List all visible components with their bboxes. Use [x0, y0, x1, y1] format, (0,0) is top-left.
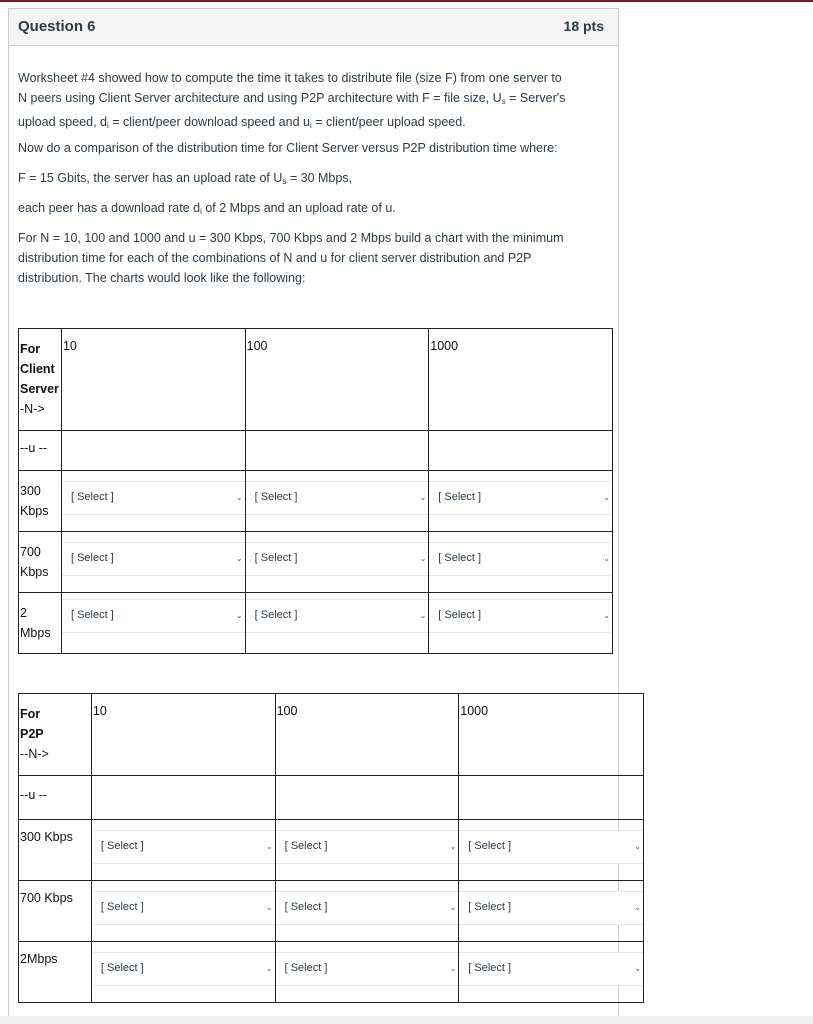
chevron-down-icon: ⌄ [235, 611, 243, 620]
cs-select-700kbps-n100[interactable] [246, 542, 429, 576]
select-text: [ Select ] [284, 962, 328, 974]
p2p-u-label: --u -- [20, 788, 48, 802]
cs-row-label [19, 471, 61, 521]
cs-select-cell [245, 471, 429, 532]
chevron-down-icon: ⌄ [265, 842, 273, 851]
chevron-down-icon: ⌄ [449, 964, 457, 973]
bottom-bar [0, 1016, 813, 1024]
p2p-select-2mbps-n10[interactable] [92, 952, 275, 986]
cs-row-label-cell [19, 471, 62, 532]
cs-row-label-line: Kbps [20, 504, 49, 518]
p2p-select-2mbps-n100[interactable] [276, 952, 459, 986]
p2p-select-700kbps-n1000[interactable] [459, 891, 643, 925]
cs-empty-cell [245, 431, 429, 471]
cs-n-cell [61, 329, 245, 431]
cs-row-label-cell [19, 593, 62, 654]
question-paragraph-2: Now do a comparison of the distribution time for Client Server versus P2P distribution time where: [18, 141, 558, 155]
cs-select-700kbps-n1000[interactable] [429, 542, 612, 576]
p2p-select-cell [91, 942, 275, 1003]
cs-header-line: -N-> [20, 402, 45, 416]
cs-select-cell [61, 471, 245, 532]
cs-header-cell [19, 329, 62, 431]
subscript: i [106, 121, 109, 130]
cs-header-line: For [20, 342, 41, 356]
p3-text: F = 15 Gbits, the server has an upload rate of U [18, 171, 283, 185]
cs-select-2mbps-n10[interactable] [62, 599, 245, 633]
cs-n-value: 10 [62, 339, 77, 353]
cs-n-value: 1000 [430, 339, 459, 353]
select-text: [ Select ] [284, 840, 328, 852]
select-text: [ Select ] [70, 491, 114, 503]
p2p-n-cell [275, 694, 459, 776]
select-text: [ Select ] [438, 552, 482, 564]
p2p-select-2mbps-n1000[interactable] [459, 952, 643, 986]
question-paragraph-5 [18, 228, 608, 288]
chevron-down-icon: ⌄ [419, 554, 427, 563]
cs-row-label [19, 532, 61, 582]
select-text: [ Select ] [100, 962, 144, 974]
chevron-down-icon: ⌄ [634, 842, 641, 851]
cs-row-label-line: 700 [20, 545, 41, 559]
p1-line-a: Worksheet #4 showed how to compute the time it takes to distribute file (size F) from one server to [18, 71, 562, 85]
cs-select-cell [429, 471, 613, 532]
cs-select-cell [429, 532, 613, 593]
cs-row-label-line: 300 [20, 484, 41, 498]
chevron-down-icon: ⌄ [265, 903, 273, 912]
p2p-select-cell [459, 942, 644, 1003]
cs-select-700kbps-n10[interactable] [62, 542, 245, 576]
cs-select-2mbps-n100[interactable] [246, 599, 429, 633]
select-text: [ Select ] [468, 901, 512, 913]
cs-row-label-line: Mbps [20, 626, 51, 640]
chevron-down-icon: ⌄ [603, 493, 610, 502]
p2p-select-700kbps-n10[interactable] [92, 891, 275, 925]
subscript: i [309, 121, 312, 130]
p4-text-end: of 2 Mbps and an upload rate of u. [201, 201, 396, 215]
cs-row-label-line: 2 [20, 606, 27, 620]
p2p-empty-cell [91, 776, 275, 820]
p2p-empty-cell [275, 776, 459, 820]
cs-empty-cell [61, 431, 245, 471]
p2p-header-line: --N-> [20, 747, 49, 761]
p2p-row-label-cell [19, 881, 92, 942]
cs-header-line: Server [20, 382, 59, 396]
p2p-select-cell [459, 881, 644, 942]
p1-line-c-mid: = client/peer download speed and u [108, 115, 310, 129]
cs-row-label-cell [19, 532, 62, 593]
cs-u-label-cell [19, 431, 62, 471]
p2p-header-line: For [20, 707, 41, 721]
select-text: [ Select ] [100, 901, 144, 913]
cs-select-cell [245, 532, 429, 593]
question-paragraph-3 [18, 168, 608, 192]
subscript: s [501, 97, 506, 106]
cs-u-label: --u -- [20, 441, 48, 455]
p2p-select-cell [91, 820, 275, 881]
p2p-select-cell [275, 942, 459, 1003]
p2p-select-cell [275, 881, 459, 942]
cs-n-cell [429, 329, 613, 431]
select-text: [ Select ] [254, 491, 298, 503]
select-text: [ Select ] [438, 491, 482, 503]
select-text: [ Select ] [254, 552, 298, 564]
chevron-down-icon: ⌄ [419, 493, 427, 502]
p2p-table [18, 693, 644, 1003]
p2p-n-value: 100 [276, 704, 298, 718]
p5-line-a: For N = 10, 100 and 1000 and u = 300 Kbps, 700 Kbps and 2 Mbps build a chart with the minimum [18, 231, 564, 245]
p2p-header-label [19, 694, 91, 764]
cs-select-cell [61, 532, 245, 593]
question-points: 18 pts [563, 18, 604, 34]
p2p-row-label: 2Mbps [20, 952, 58, 966]
p5-line-c: distribution. The charts would look like the following: [18, 271, 306, 285]
p2p-header-cell [19, 694, 92, 776]
p2p-select-cell [459, 820, 644, 881]
p2p-row-label: 700 Kbps [20, 891, 73, 905]
cs-select-300kbps-n1000[interactable] [429, 481, 612, 515]
p2p-select-300kbps-n1000[interactable] [459, 830, 643, 864]
p2p-n-value: 1000 [460, 704, 489, 718]
cs-empty-cell [429, 431, 613, 471]
chevron-down-icon: ⌄ [603, 611, 610, 620]
select-text: [ Select ] [438, 609, 482, 621]
p1-line-b: N peers using Client Server architecture and using P2P architecture with F = file size, U [18, 91, 502, 105]
chevron-down-icon: ⌄ [634, 903, 641, 912]
select-text: [ Select ] [100, 840, 144, 852]
cs-n-cell [245, 329, 429, 431]
client-server-table [18, 328, 613, 654]
p4-text: each peer has a download rate d [18, 201, 201, 215]
chevron-down-icon: ⌄ [449, 903, 457, 912]
chevron-down-icon: ⌄ [449, 842, 457, 851]
select-text: [ Select ] [70, 552, 114, 564]
chevron-down-icon: ⌄ [265, 964, 273, 973]
p2p-select-700kbps-n100[interactable] [276, 891, 459, 925]
subscript: i [200, 207, 202, 216]
p5-line-b: distribution time for each of the combinations of N and u for client server distribution and P2P [18, 251, 532, 265]
p1-line-c-end: = client/peer upload speed. [311, 115, 466, 129]
p2p-select-cell [275, 820, 459, 881]
cs-n-value: 100 [246, 339, 268, 353]
subscript: s [282, 177, 287, 186]
select-text: [ Select ] [70, 609, 114, 621]
chevron-down-icon: ⌄ [603, 554, 610, 563]
p2p-n-cell [459, 694, 644, 776]
p2p-row-label-cell [19, 942, 92, 1003]
select-text: [ Select ] [468, 962, 512, 974]
cs-header-label [19, 329, 61, 419]
top-accent-line [0, 0, 813, 2]
question-paragraph-1 [18, 68, 608, 136]
question-title: Question 6 [18, 18, 96, 35]
cs-row-label-line: Kbps [20, 565, 49, 579]
p2p-u-label-cell [19, 776, 92, 820]
cs-select-cell [245, 593, 429, 654]
p2p-n-cell [91, 694, 275, 776]
chevron-down-icon: ⌄ [419, 611, 427, 620]
p2p-header-line: P2P [20, 727, 44, 741]
select-text: [ Select ] [468, 840, 512, 852]
p2p-row-label-cell [19, 820, 92, 881]
question-paragraph-4 [18, 198, 608, 222]
select-text: [ Select ] [284, 901, 328, 913]
cs-header-line: Client [20, 362, 55, 376]
cs-row-label [19, 593, 61, 643]
p2p-select-300kbps-n10[interactable] [92, 830, 275, 864]
cs-select-2mbps-n1000[interactable] [429, 599, 612, 633]
cs-select-300kbps-n10[interactable] [62, 481, 245, 515]
select-text: [ Select ] [254, 609, 298, 621]
p3-text-end: = 30 Mbps, [286, 171, 353, 185]
p2p-row-label: 300 Kbps [20, 830, 73, 844]
p2p-select-cell [91, 881, 275, 942]
chevron-down-icon: ⌄ [235, 493, 243, 502]
cs-select-cell [61, 593, 245, 654]
chevron-down-icon: ⌄ [235, 554, 243, 563]
chevron-down-icon: ⌄ [634, 964, 641, 973]
p2p-select-300kbps-n100[interactable] [276, 830, 459, 864]
p2p-n-value: 10 [92, 704, 107, 718]
cs-select-cell [429, 593, 613, 654]
question-header [9, 9, 618, 46]
p2p-empty-cell [459, 776, 644, 820]
cs-select-300kbps-n100[interactable] [246, 481, 429, 515]
p1-line-c: upload speed, d [18, 115, 107, 129]
p1-line-b-end: = Server's [505, 91, 566, 105]
